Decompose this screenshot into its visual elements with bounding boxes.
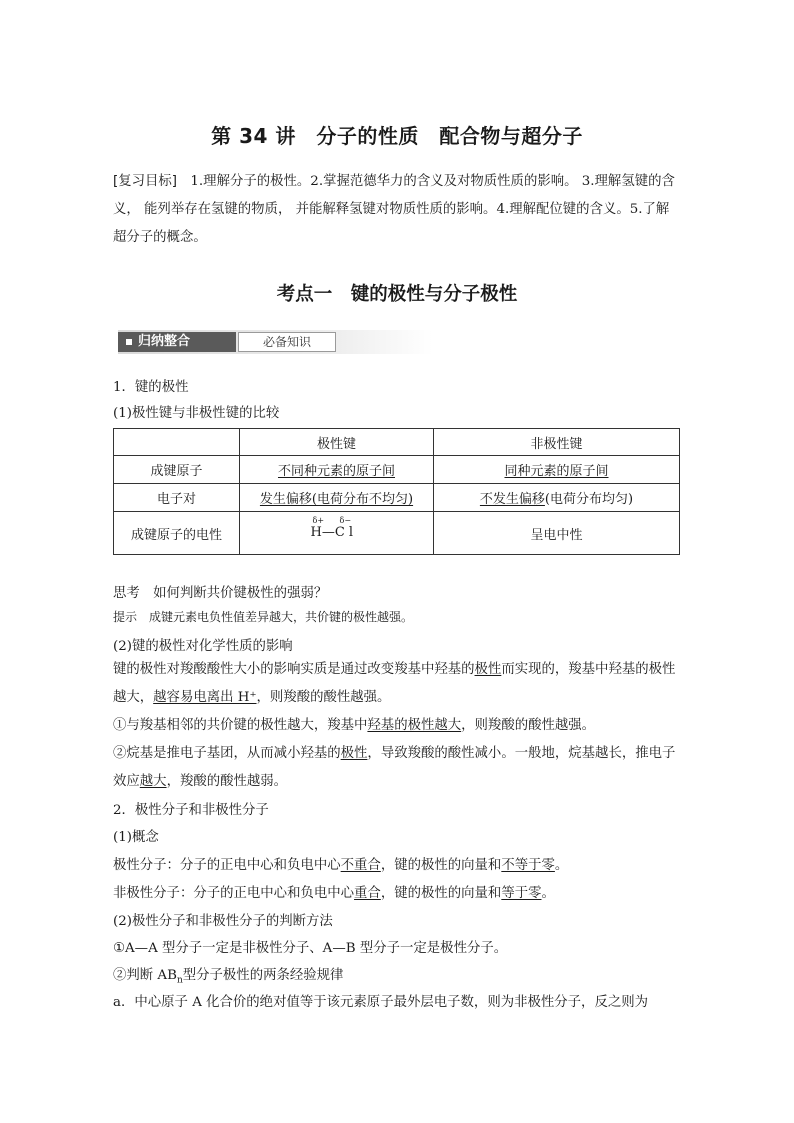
text-run: ，则羧酸的酸性越强。 [256,690,391,705]
table-row [114,484,680,512]
review-goals-text: 1.理解分子的极性。2.掌握范德华力的含义及对物质性质的影响。 3.理解氢键的含义， 能列举存在氢键的物质， 并能解释氢键对物质性质的影响。4.理解配位键的含义。5.了解超分子的概念。 [113,174,675,245]
table-cell-text: (电荷分布均匀) [544,492,634,507]
lesson-title: 第 34 讲 分子的性质 配合物与超分子 [211,124,583,148]
hcl-bond-formula: H—C l [310,525,354,540]
text-run: 。 [541,886,555,901]
partial-negative-label: δ− [339,516,352,525]
text-run: ①与羧基相邻的共价键的极性越大，羧基中 [113,718,368,733]
subheading-effect: (2)键的极性对化学性质的影响 [113,639,293,654]
subheading-comparison: (1)极性键与非极性键的比较 [113,406,280,421]
banner-knowledge-tag: 必备知识 [238,332,336,352]
table-row [114,512,680,555]
section-banner [118,330,433,354]
table-cell [114,429,240,456]
think-label: 思考 [113,586,140,601]
paragraph-point-2 [113,740,681,796]
review-goals [113,168,681,252]
text-run: ，羧酸的酸性越弱。 [166,774,288,789]
method-2 [113,964,681,986]
section-title: 考点一 键的极性与分子极性 [276,284,518,305]
text-run: 而实现的，羧基中羟基的极性越大， [113,662,676,705]
hint-label: 提示 [113,610,138,624]
answer-underlined: 不重合 [340,858,381,873]
answer-underlined: 不发生偏移 [479,492,545,507]
text-run: 键的极性对羧酸酸性大小的影响实质是通过改变羧基中羟基的 [113,662,475,677]
subheading-judgement: (2)极性分子和非极性分子的判断方法 [113,914,333,929]
text-run: 非极性分子：分子的正电中心和负电中心 [113,886,355,901]
heading-bond-polarity: 1．键的极性 [113,380,189,395]
heading-molecule-polarity: 2．极性分子和非极性分子 [113,803,269,818]
table-row-label: 电子对 [114,484,240,512]
text-run: ，则羧酸的酸性越强。 [461,718,596,733]
banner-summary-label: 归纳整合 [138,334,191,349]
text-run: 型分子极性的两条经验规律 [182,968,344,983]
table-header-nonpolar: 非极性键 [434,429,680,456]
text-run: ②判断 AB [113,968,177,983]
table-row-label: 成键原子 [114,456,240,484]
subscript-n: n [176,975,183,986]
partial-positive-label: δ+ [312,516,325,525]
banner-summary-tag [118,332,236,352]
nonpolar-molecule-definition [113,882,681,901]
subheading-concept: (1)概念 [113,830,159,845]
comparison-table [113,428,680,555]
answer-underlined: 极性 [474,662,502,677]
text-run: ，键的极性的向量和 [380,886,502,901]
answer-underlined: 越容易电离出 H⁺ [153,690,257,705]
think-question [113,582,681,601]
table-row-label: 成键原子的电性 [114,512,240,555]
answer-underlined: 等于零 [501,886,542,901]
answer-underlined: 重合 [354,886,381,901]
answer-underlined: 越大 [139,774,167,789]
rule-a: a．中心原子 A 化合价的绝对值等于该元素原子最外层电子数，则为非极性分子，反之则为 [113,995,649,1010]
think-text: 如何判断共价键极性的强弱？ [139,586,328,601]
paragraph-effect [113,656,681,712]
answer-underlined: 不等于零 [501,858,555,873]
hint-answer [113,608,681,625]
text-run: ，键的极性的向量和 [380,858,502,873]
method-1: ①A—A 型分子一定是非极性分子、A—B 型分子一定是极性分子。 [113,941,508,956]
table-cell [434,456,680,484]
table-row [114,456,680,484]
paragraph-point-1 [113,712,681,740]
partial-charge-formula [307,516,367,546]
table-cell [240,512,434,555]
text-run: ，导致羧酸的酸性减小。一般地，烷基越长，推电子效应 [113,746,676,789]
table-row [114,429,680,456]
answer-underlined: 不同种元素的原子间 [277,464,395,479]
table-cell: 呈电中性 [434,512,680,555]
text-run: ②烷基是推电子基团，从而减小羟基的 [113,746,341,761]
hint-text: 成键元素电负性值差异越大，共价键的极性越强。 [137,610,414,624]
table-cell [240,456,434,484]
polar-molecule-definition [113,854,681,873]
square-bullet-icon [126,339,132,345]
text-run: 极性分子：分子的正电中心和负电中心 [113,858,341,873]
answer-underlined: 同种元素的原子间 [504,464,609,479]
review-goals-label: [复习目标] [113,174,178,189]
answer-underlined: 极性 [340,746,368,761]
answer-underlined: 羟基的极性越大 [367,718,462,733]
text-run: 。 [554,858,569,873]
answer-underlined: 发生偏移(电荷分布不均匀) [259,492,414,507]
table-cell [434,484,680,512]
table-cell [240,484,434,512]
table-header-polar: 极性键 [240,429,434,456]
